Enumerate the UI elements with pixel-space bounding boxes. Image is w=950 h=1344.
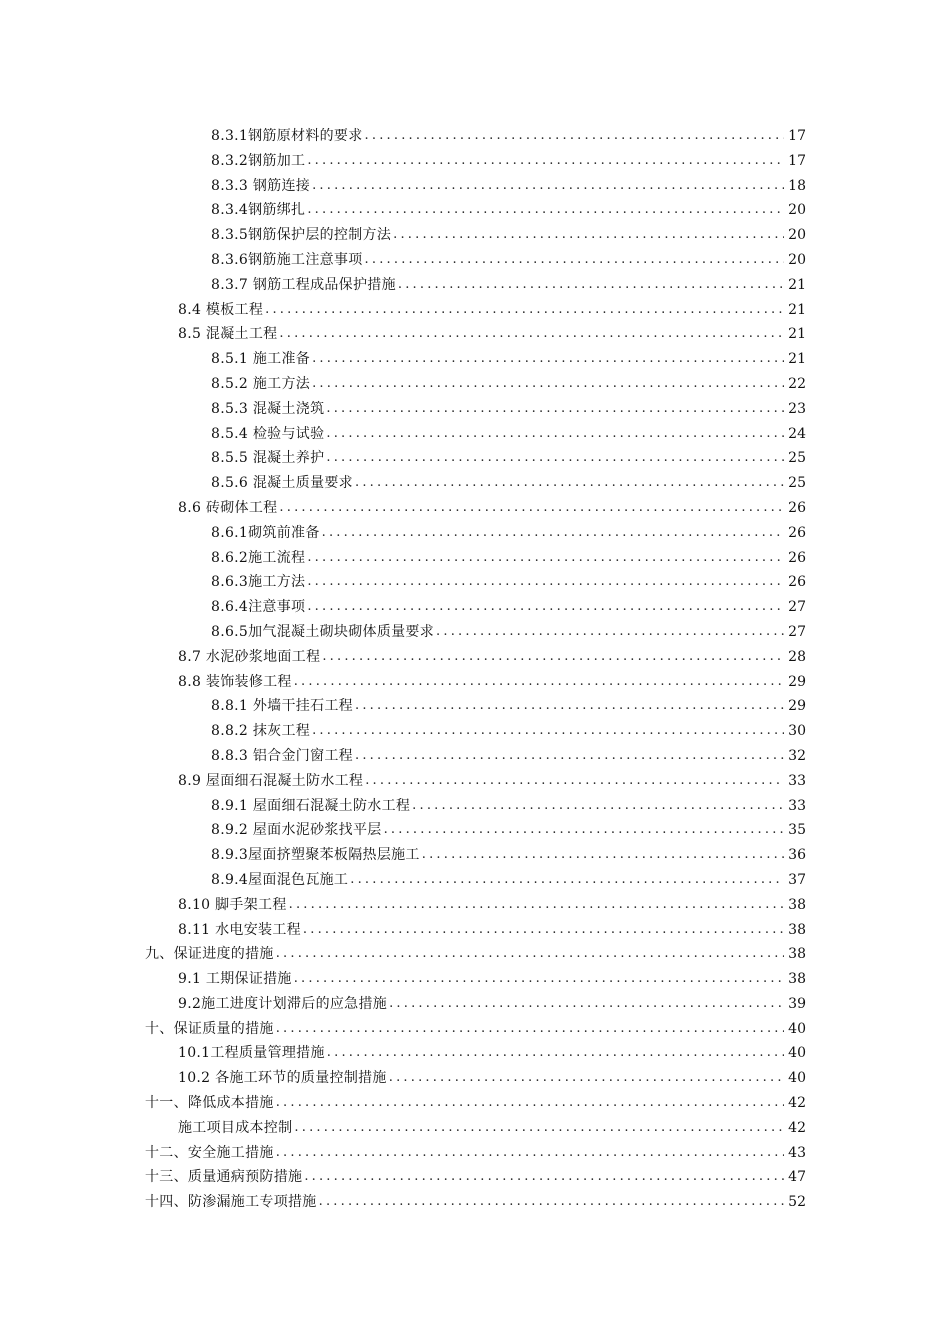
toc-entry-page-number: 21 — [788, 326, 806, 343]
toc-entry-title: 8.7 水泥砂浆地面工程 — [178, 648, 321, 665]
toc-entry[interactable] — [0, 694, 950, 719]
dot-leader — [412, 794, 784, 819]
toc-entry-page-number: 38 — [788, 971, 806, 988]
dot-leader — [294, 670, 784, 695]
dot-leader — [307, 546, 784, 571]
toc-entry[interactable] — [0, 124, 950, 149]
toc-entry[interactable] — [0, 942, 950, 967]
dot-leader — [307, 570, 784, 595]
dot-leader — [355, 744, 784, 769]
dot-leader — [307, 149, 784, 174]
toc-entry[interactable] — [0, 719, 950, 744]
toc-entry[interactable] — [0, 868, 950, 893]
toc-entry-page-number: 24 — [788, 425, 806, 442]
toc-entry-page-number: 18 — [788, 177, 806, 194]
toc-entry-page-number: 38 — [788, 921, 806, 938]
toc-entry-title: 8.5 混凝土工程 — [178, 326, 278, 343]
toc-entry[interactable] — [0, 893, 950, 918]
dot-leader — [389, 992, 784, 1017]
dot-leader — [312, 174, 784, 199]
toc-entry-title: 十一、降低成本措施 — [145, 1095, 274, 1112]
toc-entry-title: 8.6.4注意事项 — [211, 599, 306, 616]
toc-entry-page-number: 29 — [788, 698, 806, 715]
toc-entry-page-number: 20 — [788, 251, 806, 268]
toc-entry-page-number: 27 — [788, 599, 806, 616]
toc-entry[interactable] — [0, 446, 950, 471]
toc-entry-title: 9.1 工期保证措施 — [178, 971, 292, 988]
toc-entry[interactable] — [0, 769, 950, 794]
dot-leader — [365, 769, 784, 794]
toc-entry-title: 8.10 脚手架工程 — [178, 896, 287, 913]
toc-entry[interactable] — [0, 1141, 950, 1166]
toc-entry-title: 10.1工程质量管理措施 — [178, 1045, 325, 1062]
toc-entry[interactable] — [0, 620, 950, 645]
toc-entry[interactable] — [0, 223, 950, 248]
dot-leader — [279, 322, 784, 347]
dot-leader — [384, 818, 784, 843]
toc-entry[interactable] — [0, 1190, 950, 1215]
toc-entry-page-number: 43 — [788, 1144, 806, 1161]
toc-entry[interactable] — [0, 967, 950, 992]
toc-entry-page-number: 35 — [788, 822, 806, 839]
toc-entry-title: 8.9.4屋面混色瓦施工 — [211, 871, 349, 888]
toc-entry-page-number: 33 — [788, 797, 806, 814]
toc-entry[interactable] — [0, 372, 950, 397]
dot-leader — [289, 893, 784, 918]
dot-leader — [276, 1017, 784, 1042]
toc-entry-title: 8.6.1砌筑前准备 — [211, 524, 320, 541]
toc-entry-title: 十四、防渗漏施工专项措施 — [145, 1194, 317, 1211]
dot-leader — [303, 918, 784, 943]
toc-entry-title: 8.11 水电安装工程 — [178, 921, 301, 938]
dot-leader — [322, 645, 784, 670]
dot-leader — [276, 1091, 784, 1116]
toc-entry[interactable] — [0, 248, 950, 273]
dot-leader — [307, 198, 784, 223]
toc-entry-title: 8.9.3屋面挤塑聚苯板隔热层施工 — [211, 847, 420, 864]
toc-entry-page-number: 17 — [788, 152, 806, 169]
toc-entry[interactable] — [0, 595, 950, 620]
toc-entry-title: 9.2施工进度计划滞后的应急措施 — [178, 995, 388, 1012]
toc-entry-page-number: 21 — [788, 276, 806, 293]
dot-leader — [355, 471, 784, 496]
dot-leader — [389, 1066, 784, 1091]
dot-leader — [436, 620, 784, 645]
toc-entry-title: 十、保证质量的措施 — [145, 1020, 274, 1037]
toc-entry-page-number: 17 — [788, 128, 806, 144]
toc-entry[interactable] — [0, 1017, 950, 1042]
toc-entry[interactable] — [0, 322, 950, 347]
toc-entry-page-number: 47 — [788, 1169, 806, 1186]
dot-leader — [319, 1190, 784, 1215]
toc-entry-page-number: 25 — [788, 475, 806, 492]
toc-entry-page-number: 37 — [788, 871, 806, 888]
dot-leader — [422, 843, 784, 868]
toc-entry[interactable] — [0, 818, 950, 843]
toc-entry-title: 8.3.6钢筋施工注意事项 — [211, 251, 363, 268]
toc-entry-title: 8.9 屋面细石混凝土防水工程 — [178, 772, 364, 789]
dot-leader — [312, 347, 784, 372]
toc-entry-page-number: 33 — [788, 772, 806, 789]
toc-entry[interactable] — [0, 744, 950, 769]
toc-entry-page-number: 28 — [788, 648, 806, 665]
toc-entry-page-number: 23 — [788, 400, 806, 417]
dot-leader — [350, 868, 784, 893]
toc-entry-page-number: 42 — [788, 1095, 806, 1112]
toc-entry-title: 九、保证进度的措施 — [145, 946, 274, 963]
toc-entry[interactable] — [0, 918, 950, 943]
toc-entry[interactable] — [0, 273, 950, 298]
toc-entry-title: 8.3.4钢筋绑扎 — [211, 202, 306, 219]
toc-entry[interactable] — [0, 174, 950, 199]
toc-entry-title: 8.5.6 混凝土质量要求 — [211, 475, 353, 492]
toc-entry[interactable] — [0, 570, 950, 595]
toc-entry[interactable] — [0, 149, 950, 174]
toc-entry-title: 10.2 各施工环节的质量控制措施 — [178, 1070, 387, 1087]
dot-leader — [307, 595, 784, 620]
toc-entry[interactable] — [0, 471, 950, 496]
toc-entry-title: 8.3.7 钢筋工程成品保护措施 — [211, 276, 396, 293]
toc-entry-title: 十二、安全施工措施 — [145, 1144, 274, 1161]
toc-entry-page-number: 20 — [788, 227, 806, 244]
dot-leader — [279, 496, 784, 521]
toc-entry-title: 8.6.3施工方法 — [211, 574, 306, 591]
toc-entry[interactable] — [0, 670, 950, 695]
toc-entry-page-number: 20 — [788, 202, 806, 219]
toc-entry-page-number: 40 — [788, 1045, 806, 1062]
toc-entry[interactable] — [0, 1091, 950, 1116]
dot-leader — [312, 719, 784, 744]
toc-entry-page-number: 25 — [788, 450, 806, 467]
toc-entry-page-number: 36 — [788, 847, 806, 864]
toc-entry-title: 8.9.2 屋面水泥砂浆找平层 — [211, 822, 382, 839]
toc-entry-page-number: 26 — [788, 524, 806, 541]
dot-leader — [326, 446, 784, 471]
toc-entry[interactable] — [0, 1116, 950, 1141]
dot-leader — [304, 1165, 784, 1190]
toc-entry-page-number: 40 — [788, 1020, 806, 1037]
toc-entry-page-number: 38 — [788, 946, 806, 963]
toc-entry-title: 十三、质量通病预防措施 — [145, 1169, 303, 1186]
toc-entry-page-number: 40 — [788, 1070, 806, 1087]
toc-entry-title: 8.5.5 混凝土养护 — [211, 450, 325, 467]
toc-entry[interactable] — [0, 496, 950, 521]
toc-entry-page-number: 26 — [788, 549, 806, 566]
toc-entry-title: 施工项目成本控制 — [178, 1119, 293, 1136]
dot-leader — [322, 521, 784, 546]
dot-leader — [276, 1141, 784, 1166]
toc-entry[interactable] — [0, 1165, 950, 1190]
toc-entry-page-number: 30 — [788, 723, 806, 740]
toc-entry-title: 8.8.3 铝合金门窗工程 — [211, 747, 353, 764]
toc-entry-page-number: 21 — [788, 351, 806, 368]
toc-entry[interactable] — [0, 794, 950, 819]
dot-leader — [365, 248, 784, 273]
dot-leader — [294, 967, 784, 992]
dot-leader — [265, 298, 784, 323]
toc-entry-page-number: 52 — [788, 1194, 806, 1211]
toc-entry[interactable] — [0, 422, 950, 447]
toc-entry-title: 8.5.4 检验与试验 — [211, 425, 325, 442]
dot-leader — [355, 694, 784, 719]
toc-entry[interactable] — [0, 645, 950, 670]
toc-entry[interactable] — [0, 397, 950, 422]
toc-entry-page-number: 26 — [788, 574, 806, 591]
toc-entry[interactable] — [0, 1041, 950, 1066]
toc-entry[interactable] — [0, 992, 950, 1017]
toc-entry-title: 8.3.1钢筋原材料的要求 — [211, 128, 363, 144]
dot-leader — [327, 1041, 784, 1066]
toc-entry[interactable] — [0, 1066, 950, 1091]
table-of-contents — [0, 124, 950, 1215]
toc-entry-page-number: 26 — [788, 499, 806, 516]
toc-entry[interactable] — [0, 546, 950, 571]
dot-leader — [326, 397, 784, 422]
toc-entry[interactable] — [0, 843, 950, 868]
dot-leader — [276, 942, 784, 967]
toc-entry-page-number: 38 — [788, 896, 806, 913]
toc-entry[interactable] — [0, 521, 950, 546]
toc-entry-title: 8.8.1 外墙干挂石工程 — [211, 698, 353, 715]
dot-leader — [365, 124, 784, 149]
toc-entry-page-number: 21 — [788, 301, 806, 318]
dot-leader — [312, 372, 784, 397]
toc-entry[interactable] — [0, 347, 950, 372]
toc-entry-title: 8.5.3 混凝土浇筑 — [211, 400, 325, 417]
dot-leader — [294, 1116, 784, 1141]
toc-entry-title: 8.3.5钢筋保护层的控制方法 — [211, 227, 392, 244]
toc-entry-title: 8.3.3 钢筋连接 — [211, 177, 311, 194]
toc-entry[interactable] — [0, 298, 950, 323]
toc-entry-page-number: 27 — [788, 623, 806, 640]
toc-entry-title: 8.8.2 抹灰工程 — [211, 723, 311, 740]
toc-entry-page-number: 42 — [788, 1119, 806, 1136]
toc-entry-title: 8.6.2施工流程 — [211, 549, 306, 566]
toc-entry-title: 8.6.5加气混凝土砌块砌体质量要求 — [211, 623, 435, 640]
toc-entry[interactable] — [0, 198, 950, 223]
toc-entry-page-number: 39 — [788, 995, 806, 1012]
toc-entry-title: 8.5.1 施工准备 — [211, 351, 311, 368]
dot-leader — [393, 223, 784, 248]
toc-entry-title: 8.5.2 施工方法 — [211, 375, 311, 392]
dot-leader — [398, 273, 784, 298]
toc-entry-page-number: 29 — [788, 673, 806, 690]
toc-entry-title: 8.8 装饰装修工程 — [178, 673, 292, 690]
toc-entry-page-number: 22 — [788, 375, 806, 392]
toc-entry-page-number: 32 — [788, 747, 806, 764]
toc-entry-title: 8.9.1 屋面细石混凝土防水工程 — [211, 797, 411, 814]
dot-leader — [326, 422, 784, 447]
toc-entry-title: 8.6 砖砌体工程 — [178, 499, 278, 516]
toc-entry-title: 8.3.2钢筋加工 — [211, 152, 306, 169]
toc-entry-title: 8.4 模板工程 — [178, 301, 264, 318]
